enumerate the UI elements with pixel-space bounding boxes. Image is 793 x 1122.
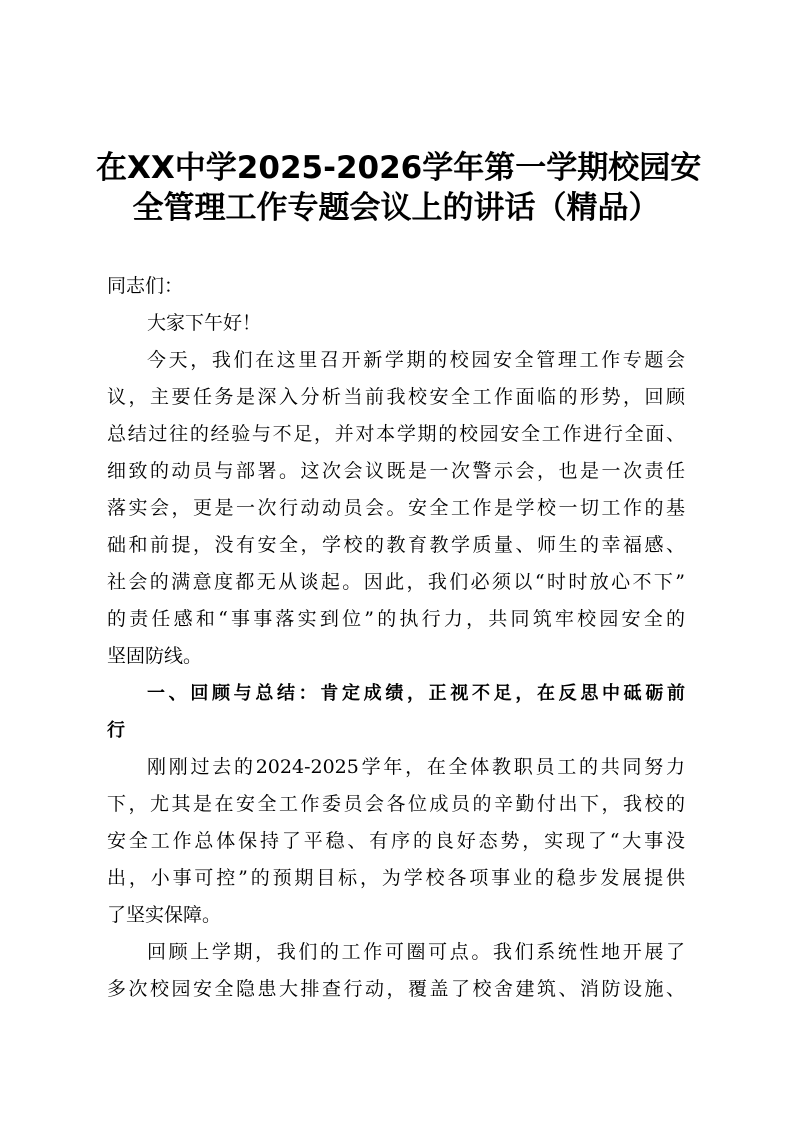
paragraph-line: 议，主要任务是深入分析当前我校安全工作面临的形势，回顾 xyxy=(107,386,685,408)
paragraph-line: 回顾上学期，我们的工作可圈可点。我们系统性地开展了 xyxy=(147,941,685,963)
paragraph-intro xyxy=(107,342,685,675)
paragraph-review xyxy=(107,749,685,934)
paragraph-line: 的责任感和“事事落实到位”的执行力，共同筑牢校园安全的 xyxy=(107,608,685,630)
paragraph-line: 今天，我们在这里召开新学期的校园安全管理工作专题会 xyxy=(147,349,685,371)
paragraph-line: 刚刚过去的2024-2025学年，在全体教职员工的共同努力 xyxy=(147,756,685,778)
paragraph-line: 细致的动员与部署。这次会议既是一次警示会，也是一次责任 xyxy=(107,460,685,482)
paragraph-line: 总结过往的经验与不足，并对本学期的校园安全工作进行全面、 xyxy=(107,423,685,445)
document-body xyxy=(107,268,685,1008)
document-title xyxy=(96,148,702,228)
paragraph-line: 出，小事可控”的预期目标，为学校各项事业的稳步发展提供 xyxy=(107,867,685,889)
title-line-2: 全管理工作专题会议上的讲话（精品） xyxy=(132,190,660,226)
paragraph-last-term xyxy=(107,934,685,1008)
paragraph-line: 安全工作总体保持了平稳、有序的良好态势，实现了“大事没 xyxy=(107,830,685,852)
section-heading-line: 行 xyxy=(107,720,125,741)
section-heading-1 xyxy=(107,675,685,749)
greeting: 大家下午好！ xyxy=(147,312,262,334)
paragraph-line: 础和前提，没有安全，学校的教育教学质量、师生的幸福感、 xyxy=(107,534,685,556)
paragraph-line: 社会的满意度都无从谈起。因此，我们必须以“时时放心不下” xyxy=(107,571,685,593)
paragraph-line: 下，尤其是在安全工作委员会各位成员的辛勤付出下，我校的 xyxy=(107,793,685,815)
title-line-1: 在XX中学2025-2026学年第一学期校园安 xyxy=(96,150,702,186)
paragraph-line: 坚固防线。 xyxy=(107,645,203,667)
salutation: 同志们： xyxy=(107,275,184,297)
section-heading-line: 一、回顾与总结：肯定成绩，正视不足，在反思中砥砺前 xyxy=(147,683,685,704)
paragraph-line: 了坚实保障。 xyxy=(107,904,222,926)
paragraph-line: 多次校园安全隐患大排查行动，覆盖了校舍建筑、消防设施、 xyxy=(107,978,685,1000)
paragraph-line: 落实会，更是一次行动动员会。安全工作是学校一切工作的基 xyxy=(107,497,685,519)
